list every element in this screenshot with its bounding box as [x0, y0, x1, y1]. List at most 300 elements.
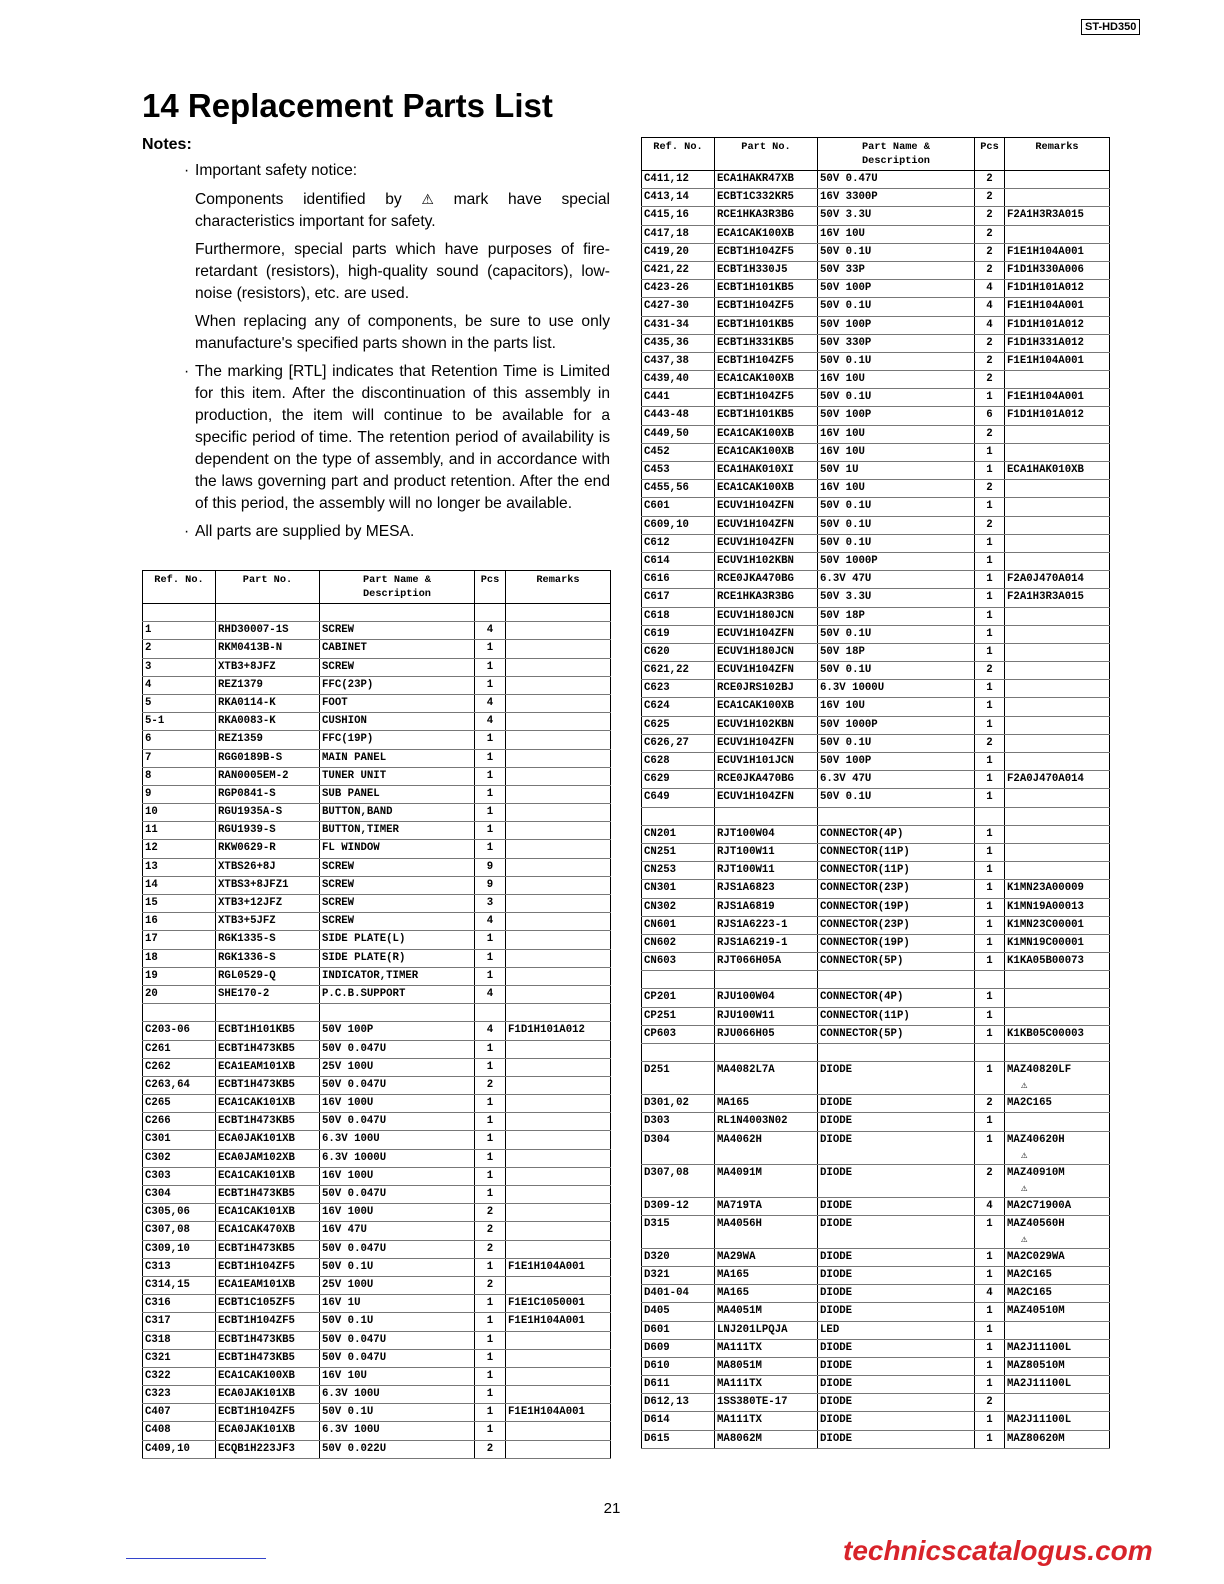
ref-no-cell: [642, 680, 715, 698]
remarks-text: F1E1H104A001: [1007, 245, 1084, 258]
ref-no-text: 2: [145, 642, 152, 655]
part-name-cell: [818, 280, 975, 298]
pcs-text: 1: [486, 1188, 494, 1200]
part-name-cell: [818, 462, 975, 480]
part-name-cell: [320, 1186, 475, 1204]
ref-no-text: CN602: [644, 936, 677, 949]
table-row: [143, 640, 611, 658]
remarks-cell: [1005, 1339, 1110, 1357]
part-no-cell: [715, 716, 818, 734]
table-row: [143, 1113, 611, 1131]
remarks-cell: [1005, 1266, 1110, 1284]
pcs-cell: [975, 243, 1005, 261]
pcs-cell: [975, 916, 1005, 934]
part-no-cell: [715, 953, 818, 971]
remarks-cell: [1005, 261, 1110, 279]
pcs-text: 1: [486, 1151, 494, 1164]
part-name-cell: [818, 1248, 975, 1266]
ref-no-cell: [143, 931, 216, 949]
part-name-cell: [818, 771, 975, 789]
ref-no-cell: [143, 1240, 216, 1258]
warning-triangle-icon: ⚠: [1021, 1080, 1028, 1093]
ref-no-cell: [642, 1357, 715, 1375]
header-part-name-line1: Part Name &: [363, 574, 431, 586]
part-name-text: DIODE: [820, 1217, 853, 1230]
remarks-cell: [1005, 1412, 1110, 1430]
pcs-text: 1: [986, 991, 993, 1004]
table-row: [143, 1295, 611, 1313]
remarks-cell: [1005, 934, 1110, 952]
part-name-cell: [818, 1215, 975, 1248]
part-name-text: 50V 1000P: [820, 554, 878, 567]
ref-no-cell: [642, 1113, 715, 1131]
remarks-text: MA2C165: [1007, 1268, 1052, 1281]
part-no-text: RJT100W04: [717, 827, 775, 840]
part-no-text: ECA1CAK100XB: [717, 427, 794, 440]
part-no-cell: [715, 371, 818, 389]
remarks-cell: [1005, 316, 1110, 334]
ref-no-text: C407: [145, 1406, 171, 1419]
pcs-cell: [975, 1025, 1005, 1043]
part-no-text: MA111TX: [717, 1341, 762, 1354]
pcs-cell: [475, 804, 506, 822]
remarks-text: MAZ40510M: [1007, 1305, 1065, 1318]
part-no-text: ECBT1H101KB5: [717, 282, 794, 295]
part-name-text: 16V 100U: [322, 1097, 374, 1110]
header-remarks: Remarks: [506, 571, 611, 604]
pcs-cell: [975, 425, 1005, 443]
part-no-cell: [715, 789, 818, 807]
ref-no-text: C455,56: [644, 482, 689, 495]
remarks-text: MAZ80620M: [1007, 1432, 1065, 1445]
ref-no-text: C439,40: [644, 373, 689, 386]
part-name-cell: [320, 876, 475, 894]
header-pcs: Pcs: [975, 138, 1005, 171]
ref-no-cell: [143, 1058, 216, 1076]
ref-no-text: D251: [644, 1064, 670, 1077]
part-name-cell: [320, 1276, 475, 1294]
table-row: [642, 480, 1110, 498]
part-no-text: 1SS380TE-17: [717, 1396, 788, 1409]
pcs-text: 1: [986, 918, 993, 931]
part-no-cell: [715, 1266, 818, 1284]
table-row: [143, 1276, 611, 1294]
part-no-text: RJS1A6819: [717, 900, 775, 913]
remarks-cell: [506, 1240, 611, 1258]
pcs-text: 1: [986, 554, 993, 567]
part-no-text: RKA0083-K: [218, 715, 276, 728]
part-no-cell: [216, 1313, 320, 1331]
part-no-text: RJT100W11: [717, 845, 775, 858]
pcs-text: 1: [986, 1341, 993, 1354]
pcs-cell: [475, 1240, 506, 1258]
pcs-cell: [975, 571, 1005, 589]
ref-no-text: D301,02: [644, 1097, 689, 1110]
part-name-text: INDICATOR,TIMER: [322, 969, 419, 982]
pcs-cell: [475, 676, 506, 694]
ref-no-text: C449,50: [644, 427, 689, 440]
ref-no-text: C619: [644, 627, 670, 640]
table-row: [143, 1204, 611, 1222]
part-no-cell: [715, 480, 818, 498]
part-no-cell: [216, 767, 320, 785]
part-no-cell: [715, 1025, 818, 1043]
ref-no-cell: [642, 643, 715, 661]
part-name-cell: [320, 640, 475, 658]
part-name-cell: [818, 589, 975, 607]
pcs-text: 1: [986, 645, 993, 658]
remarks-cell: [1005, 1430, 1110, 1448]
part-name-cell: [320, 1313, 475, 1331]
ref-no-text: CN201: [644, 827, 677, 840]
part-name-text: 50V 0.1U: [820, 536, 872, 549]
remarks-cell: [506, 822, 611, 840]
ref-no-cell: [642, 1095, 715, 1113]
pcs-cell: [475, 1022, 506, 1040]
pcs-text: 1: [986, 791, 993, 804]
part-name-cell: [320, 1204, 475, 1222]
part-no-text: XTB3+12JFZ: [218, 897, 283, 909]
part-no-text: XTBS3+8JFZ1: [218, 878, 289, 891]
ref-no-text: CN251: [644, 845, 677, 858]
part-no-text: ECUV1H102KBN: [717, 554, 794, 567]
part-no-text: RCE0JKA470BG: [717, 573, 794, 586]
remarks-cell: [506, 731, 611, 749]
part-no-text: ECA1HAKR47XB: [717, 173, 794, 185]
part-name-cell: [320, 840, 475, 858]
part-name-text: 6.3V 100U: [322, 1133, 380, 1146]
part-name-text: SCREW: [322, 860, 355, 873]
pcs-text: 4: [486, 696, 494, 709]
ref-no-cell: [642, 534, 715, 552]
part-name-cell: [818, 716, 975, 734]
pcs-text: 4: [486, 715, 494, 728]
remarks-cell: [1005, 989, 1110, 1007]
ref-no-cell: [642, 734, 715, 752]
part-name-text: CABINET: [322, 642, 367, 655]
pcs-text: 1: [486, 1297, 494, 1310]
pcs-cell: [475, 858, 506, 876]
pcs-cell: [475, 1349, 506, 1367]
pcs-cell: [975, 1339, 1005, 1357]
table-row: [143, 1367, 611, 1385]
ref-no-cell: [143, 1040, 216, 1058]
part-no-text: MA4082L7A: [717, 1064, 775, 1077]
pcs-text: 2: [986, 227, 993, 240]
remarks-cell: [1005, 498, 1110, 516]
pcs-cell: [475, 1404, 506, 1422]
part-name-text: BUTTON,BAND: [322, 806, 393, 819]
remarks-text: MA2J11100L: [1007, 1341, 1072, 1354]
pcs-cell: [975, 1394, 1005, 1412]
part-no-text: RGK1336-S: [218, 951, 276, 964]
part-name-cell: [818, 1412, 975, 1430]
part-no-text: MA111TX: [717, 1378, 762, 1391]
ref-no-text: D405: [644, 1305, 670, 1318]
pcs-text: 2: [986, 263, 993, 276]
table-row: [143, 1349, 611, 1367]
pcs-cell: [475, 967, 506, 985]
ref-no-cell: [642, 880, 715, 898]
part-no-cell: [715, 771, 818, 789]
pcs-text: 2: [486, 1224, 494, 1237]
pcs-text: 1: [986, 900, 993, 913]
ref-no-text: D614: [644, 1414, 670, 1427]
ref-no-cell: [642, 589, 715, 607]
table-row: [642, 516, 1110, 534]
pcs-cell: [975, 1248, 1005, 1266]
part-no-cell: [715, 1430, 818, 1448]
part-name-cell: [320, 1222, 475, 1240]
table-row: [642, 825, 1110, 843]
pcs-cell: [475, 913, 506, 931]
ref-no-cell: [642, 843, 715, 861]
ref-no-cell: [642, 516, 715, 534]
pcs-text: 1: [986, 536, 993, 549]
part-no-text: ECBT1H473KB5: [218, 1188, 295, 1200]
part-no-cell: [715, 898, 818, 916]
note-safety-p1-before: Components identified by: [195, 191, 402, 208]
part-name-text: DIODE: [820, 1166, 853, 1179]
ref-no-text: C307,08: [145, 1224, 190, 1237]
pcs-cell: [975, 1044, 1005, 1062]
pcs-cell: [975, 1285, 1005, 1303]
pcs-cell: [975, 789, 1005, 807]
part-no-text: ECA1EAM101XB: [218, 1060, 295, 1073]
remarks-text: K1MN19A00013: [1007, 900, 1084, 913]
remarks-cell: [1005, 425, 1110, 443]
remarks-cell: [1005, 1062, 1110, 1095]
pcs-cell: [475, 713, 506, 731]
pcs-cell: [475, 658, 506, 676]
remarks-cell: [1005, 753, 1110, 771]
part-no-text: MA165: [717, 1268, 750, 1281]
remarks-cell: [1005, 280, 1110, 298]
part-name-text: DIODE: [820, 1396, 853, 1409]
table-row: [642, 734, 1110, 752]
remarks-cell: [506, 1404, 611, 1422]
pcs-cell: [975, 716, 1005, 734]
ref-no-text: C409,10: [145, 1442, 190, 1455]
part-no-cell: [715, 934, 818, 952]
part-name-cell: [320, 1149, 475, 1167]
part-no-cell: [715, 1131, 818, 1164]
warning-triangle-icon: ⚠: [1021, 1182, 1028, 1195]
ref-no-cell: [143, 822, 216, 840]
ref-no-text: C322: [145, 1369, 171, 1382]
pcs-cell: [975, 862, 1005, 880]
part-no-cell: [715, 1248, 818, 1266]
part-name-text: 16V 10U: [820, 445, 865, 458]
page-title: 14 Replacement Parts List: [142, 87, 553, 124]
note-supply: [184, 521, 610, 543]
part-name-text: CONNECTOR(11P): [820, 1009, 910, 1022]
part-no-cell: [715, 552, 818, 570]
ref-no-cell: [642, 443, 715, 461]
table-row: [143, 804, 611, 822]
table-row: [642, 462, 1110, 480]
part-no-cell: [715, 298, 818, 316]
table-row: [642, 753, 1110, 771]
table-row: [642, 1197, 1110, 1215]
part-name-text: 50V 0.047U: [322, 1078, 387, 1091]
part-no-text: ECA1CAK470XB: [218, 1224, 295, 1237]
pcs-text: 1: [486, 751, 494, 764]
ref-no-text: C203-06: [145, 1024, 190, 1037]
part-name-cell: [320, 1058, 475, 1076]
remarks-cell: [1005, 462, 1110, 480]
pcs-cell: [975, 462, 1005, 480]
ref-no-cell: [642, 225, 715, 243]
remarks-cell: [506, 1204, 611, 1222]
remarks-text: F1E1H104A001: [1007, 354, 1084, 367]
pcs-cell: [975, 971, 1005, 989]
ref-no-cell: [642, 407, 715, 425]
part-no-text: ECBT1H473KB5: [218, 1078, 295, 1091]
pcs-cell: [975, 1164, 1005, 1197]
remarks-cell: [506, 949, 611, 967]
ref-no-cell: [642, 1430, 715, 1448]
part-name-cell: [320, 804, 475, 822]
ref-no-cell: [143, 1386, 216, 1404]
remarks-cell: [506, 931, 611, 949]
part-name-text: CONNECTOR(19P): [820, 900, 910, 913]
pcs-cell: [975, 516, 1005, 534]
part-no-cell: [715, 334, 818, 352]
part-name-cell: [818, 862, 975, 880]
part-no-cell: [715, 407, 818, 425]
pcs-text: 1: [986, 773, 993, 786]
ref-no-cell: [143, 913, 216, 931]
part-name-text: DIODE: [820, 1115, 853, 1128]
part-no-text: ECA1HAK010XI: [717, 464, 794, 476]
table-row: [143, 767, 611, 785]
part-name-text: 6.3V 1000U: [322, 1151, 387, 1164]
ref-no-cell: [642, 1007, 715, 1025]
pcs-cell: [475, 1131, 506, 1149]
part-no-text: ECBT1H473KB5: [218, 1333, 295, 1346]
pcs-cell: [975, 625, 1005, 643]
remarks-text: K1MN23A00009: [1007, 882, 1084, 895]
ref-no-text: C623: [644, 682, 670, 695]
ref-no-cell: [642, 1321, 715, 1339]
header-remarks: Remarks: [1005, 138, 1110, 171]
remarks-text: F2A1H3R3A015: [1007, 591, 1084, 604]
part-no-cell: [715, 825, 818, 843]
ref-no-cell: [143, 1295, 216, 1313]
table-row: [642, 789, 1110, 807]
pcs-cell: [975, 607, 1005, 625]
part-no-text: ECUV1H180JCN: [717, 609, 794, 622]
ref-no-cell: [642, 698, 715, 716]
ref-no-text: C265: [145, 1097, 171, 1110]
part-name-text: 16V 100U: [322, 1169, 374, 1182]
part-name-text: 16V 47U: [322, 1224, 367, 1237]
ref-no-cell: [642, 1285, 715, 1303]
remarks-cell: [506, 895, 611, 913]
part-name-text: SCREW: [322, 878, 355, 891]
remarks-cell: [1005, 225, 1110, 243]
ref-no-text: C625: [644, 718, 670, 731]
part-name-cell: [818, 552, 975, 570]
pcs-text: 1: [486, 1060, 494, 1073]
part-no-cell: [715, 916, 818, 934]
remarks-cell: [1005, 916, 1110, 934]
ref-no-cell: [642, 389, 715, 407]
table-row: [642, 716, 1110, 734]
part-no-cell: [216, 1240, 320, 1258]
pcs-cell: [975, 771, 1005, 789]
ref-no-text: C614: [644, 554, 670, 567]
part-no-cell: [715, 1113, 818, 1131]
table-header-row: [642, 138, 1110, 171]
ref-no-cell: [642, 898, 715, 916]
pcs-text: 1: [986, 682, 993, 695]
ref-no-text: C263,64: [145, 1078, 190, 1091]
remarks-text: F1D1H101A012: [1007, 318, 1084, 331]
part-name-text: 6.3V 100U: [322, 1388, 380, 1401]
part-name-cell: [818, 898, 975, 916]
part-name-cell: [320, 713, 475, 731]
part-no-text: RHD30007-1S: [218, 624, 289, 637]
pcs-text: 2: [986, 373, 993, 386]
table-row: [642, 771, 1110, 789]
part-name-cell: [320, 1131, 475, 1149]
ref-no-text: C423-26: [644, 282, 689, 295]
footer-website[interactable]: technicscatalogus.com: [843, 1535, 1153, 1566]
part-name-text: DIODE: [820, 1064, 853, 1077]
part-no-text: ECBT1H104ZF5: [717, 354, 794, 367]
table-row: [642, 280, 1110, 298]
table-row: [642, 498, 1110, 516]
pcs-cell: [475, 1276, 506, 1294]
part-name-cell: [320, 931, 475, 949]
ref-no-text: C443-48: [644, 409, 689, 422]
ref-no-text: 5-1: [145, 715, 165, 728]
pcs-text: 4: [986, 1287, 993, 1300]
part-name-cell: [818, 1376, 975, 1394]
part-no-cell: [216, 785, 320, 803]
pcs-text: 2: [986, 209, 993, 222]
ref-no-cell: [143, 604, 216, 622]
remarks-cell: [506, 1149, 611, 1167]
part-no-cell: [216, 622, 320, 640]
part-no-text: ECUV1H104ZFN: [717, 664, 794, 677]
ref-no-cell: [143, 1367, 216, 1385]
part-no-text: ECBT1H104ZF5: [218, 1406, 295, 1419]
ref-no-cell: [642, 825, 715, 843]
pcs-cell: [475, 1204, 506, 1222]
remarks-cell: [1005, 1044, 1110, 1062]
table-row: [143, 1440, 611, 1458]
part-name-text: FL WINDOW: [322, 842, 380, 855]
ref-no-text: C441: [644, 391, 670, 404]
remarks-text: MA2J11100L: [1007, 1378, 1072, 1391]
part-name-cell: [818, 316, 975, 334]
ref-no-text: C417,18: [644, 227, 689, 240]
remarks-cell: [506, 1076, 611, 1094]
pcs-text: 1: [986, 500, 993, 513]
part-name-cell: [818, 243, 975, 261]
part-no-cell: [715, 589, 818, 607]
table-row: [143, 749, 611, 767]
part-no-cell: [216, 967, 320, 985]
pcs-text: 1: [486, 806, 494, 819]
part-no-cell: [715, 280, 818, 298]
part-no-text: MA8062M: [717, 1432, 762, 1445]
part-no-text: MA29WA: [717, 1250, 756, 1263]
ref-no-text: D609: [644, 1341, 670, 1354]
